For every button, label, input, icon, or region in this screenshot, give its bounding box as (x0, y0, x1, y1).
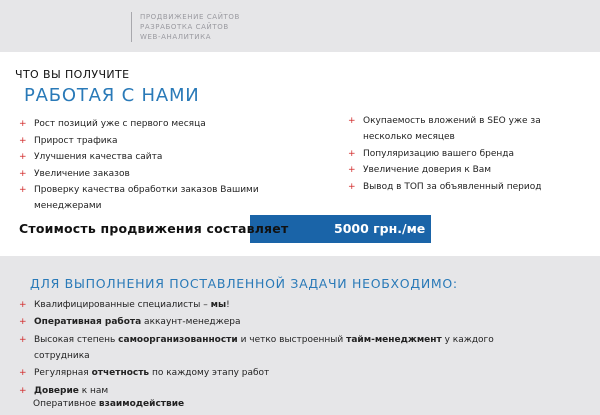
list-item: + Увеличение заказов (19, 166, 319, 182)
header-band (0, 0, 600, 52)
list-item: + Окупаемость вложений в SEO уже за несколько месяцев (348, 113, 563, 145)
requirements-last-line: Оперативное взаимодействие (33, 399, 185, 409)
list-item: + Вывод в ТОП за объявленный период (348, 179, 593, 195)
plus-bullet-icon: + (19, 368, 27, 379)
plus-bullet-icon: + (19, 135, 27, 146)
plus-bullet-icon: + (19, 317, 27, 328)
list-item: + Высокая степень самоорганизованности и четко выстроенный тайм-менеджмент у каждого сотрудника (19, 332, 519, 364)
list-item: + Регулярная отчетность по каждому этапу работ (19, 365, 599, 381)
benefits-kicker: ЧТО ВЫ ПОЛУЧИТЕ (15, 68, 130, 81)
list-item: + Квалифицированные специалисты – мы! (19, 297, 599, 313)
service-seo-link[interactable]: ПРОДВИЖЕНИЕ САЙТОВ (140, 13, 240, 21)
list-item: + Оперативная работа аккаунт-менеджера (19, 314, 599, 330)
plus-bullet-icon: + (348, 165, 356, 175)
service-analytics-link[interactable]: WEB-АНАЛИТИКА (140, 33, 212, 41)
plus-bullet-icon: + (19, 185, 27, 195)
benefits-title: РАБОТАЯ С НАМИ (24, 85, 200, 106)
plus-bullet-icon: + (348, 116, 356, 126)
requirements-title: ДЛЯ ВЫПОЛНЕНИЯ ПОСТАВЛЕННОЙ ЗАДАЧИ НЕОБХОДИМО: (30, 276, 458, 291)
plus-bullet-icon: + (19, 168, 27, 179)
plus-bullet-icon: + (348, 148, 356, 159)
price-label: Стоимость продвижения составляет (19, 221, 289, 236)
list-item: + Проверку качества обработки заказов Вашими менеджерами (19, 182, 269, 214)
plus-bullet-icon: + (19, 119, 27, 129)
requirements-list (19, 297, 599, 400)
services-menu (131, 12, 240, 42)
list-item: + Увеличение доверия к Вам (348, 162, 593, 178)
list-item: + Улучшения качества сайта (19, 149, 319, 165)
list-item: + Доверие к нам (19, 383, 599, 399)
plus-bullet-icon: + (19, 334, 27, 345)
plus-bullet-icon: + (19, 300, 27, 310)
plus-bullet-icon: + (19, 152, 27, 162)
list-item: + Рост позиций уже с первого месяца (19, 116, 319, 132)
benefits-right-list (348, 113, 593, 195)
list-item: + Популяризацию вашего бренда (348, 146, 593, 162)
plus-bullet-icon: + (348, 181, 356, 192)
plus-bullet-icon: + (19, 385, 27, 396)
benefits-left-list (19, 116, 319, 215)
list-item: + Прирост трафика (19, 133, 319, 149)
service-dev-link[interactable]: РАЗРАБОТКА САЙТОВ (140, 23, 229, 31)
price-value: 5000 грн./ме (334, 221, 426, 236)
